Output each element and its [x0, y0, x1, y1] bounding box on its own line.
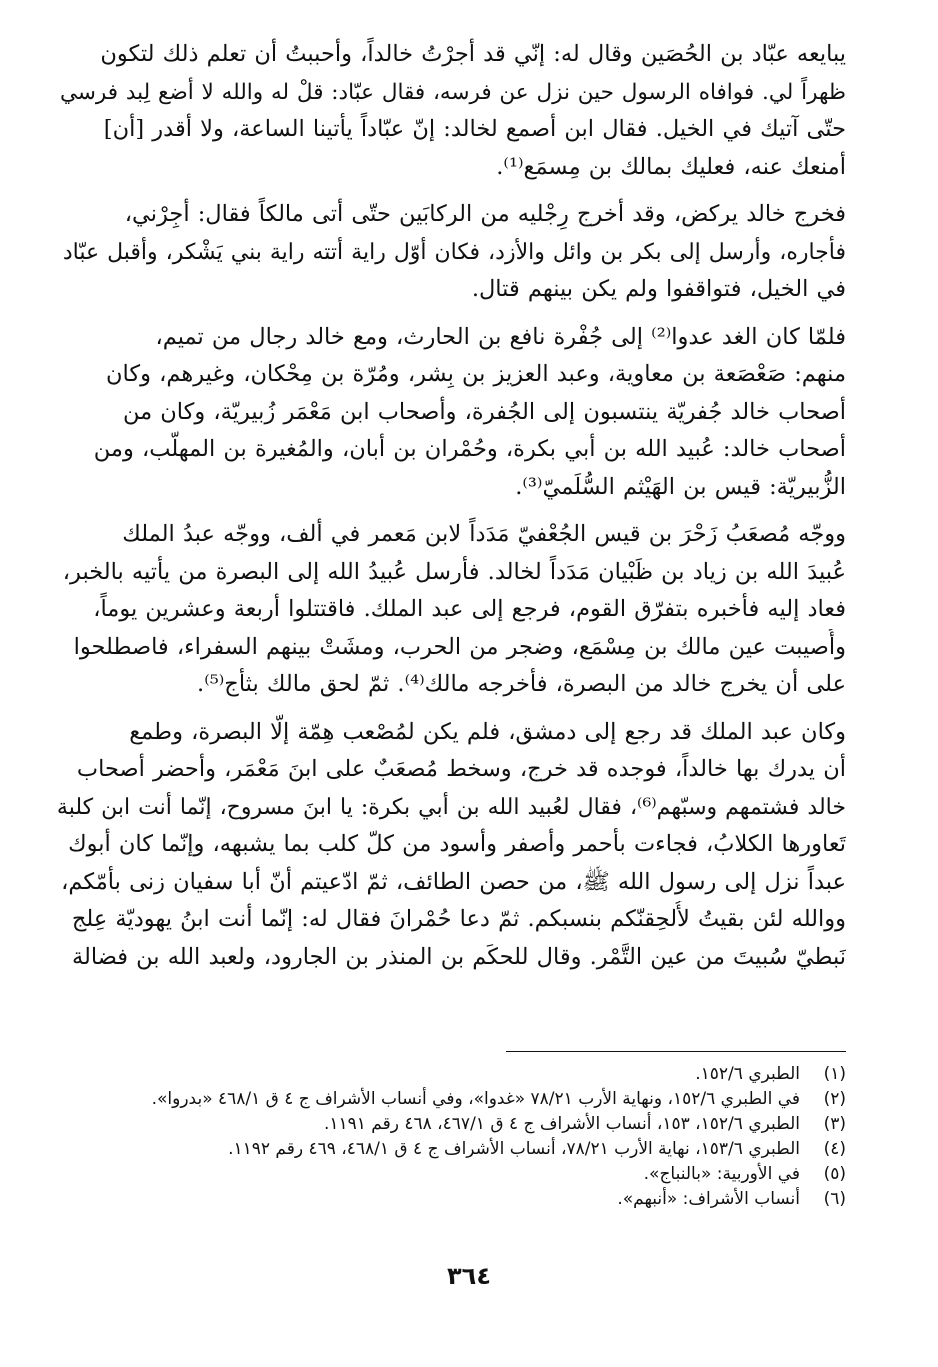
- text-line: وأُصيبت عين مالك بن مِسْمَع، وضجر من الحرب، ومشَتْ بينهم السفراء، فاصطلحوا: [73, 633, 846, 660]
- text-line: حتّى آتيك في الخيل. فقال ابن أصمع لخالد: إنّ عبّاداً يأتينا الساعة، ولا أقدر [أن]: [103, 116, 846, 142]
- text-line: وكان عبد الملك قد رجع إلى دمشق، فلم يكن لمُصْعب هِمّة إلّا البصرة، وطمع: [129, 718, 846, 745]
- footnote-separator: [506, 1051, 846, 1052]
- page-number: ٣٦٤: [447, 1262, 491, 1290]
- main-text: [48, 36, 846, 986]
- paragraph: [48, 319, 846, 507]
- text-line: أصحاب خالد: عُبيد الله بن أبي بكرة، وحُمْران بن أبان، والمُغيرة بن المهلّب، ومن: [93, 436, 846, 462]
- text-line: منهم: صَعْصَعة بن معاوية، وعبد العزيز بن بِشر، ومُرّة بن مِحْكان، وغيرهم، وكان: [106, 361, 846, 387]
- text-line: ووجّه مُصعَبُ زَحْرَ بن قيس الجُعْفيّ مَدَداً لابن مَعمر في ألف، ووجّه عبدُ الملك: [122, 521, 846, 547]
- text-line: عُبيدَ الله بن زياد بن ظَبْيان مَدَداً لخالد. فأرسل عُبيدُ الله إلى البصرة من يأتيه بالخبر،: [62, 558, 846, 585]
- footnotes: [60, 1062, 846, 1212]
- text-line: نَبطيّ سُبيتَ من عين التَّمْر. وقال للحكَم بن المنذر بن الجارود، ولعبد الله بن فضالة: [71, 943, 846, 970]
- text-line: فأجاره، وأرسل إلى بكر بن وائل والأزد، فكان أوّل راية أتته راية بني يَشْكر، وأقبل عبّاد: [62, 239, 846, 265]
- text-line: أن يدرك بها خالداً، فوجده قد خرج، وسخط مُصعَبٌ على ابنَ مَعْمَر، وأحضر أصحاب: [76, 756, 846, 782]
- footnote-number: (٦): [823, 1189, 846, 1209]
- text-line: يبايعه عبّاد بن الحُصَين وقال له: إنّي قد أجرْتُ خالداً، وأحببتُ أن تعلم ذلك لتكون: [100, 41, 846, 67]
- paragraph: [48, 516, 846, 704]
- text-line: فعاد إليه فأخبره بتفرّق القوم، فرجع إلى عبد الملك. فاقتتلوا أربعة وعشرين يوماً،: [93, 596, 846, 622]
- footnote: [60, 1062, 846, 1087]
- text-line: في الخيل، فتواقفوا ولم يكن بينهم قتال.: [471, 276, 846, 302]
- footnote-text: في الطبري ١٥٢/٦، ونهاية الأرب ٧٨/٢١ «غدوا»، وفي أنساب الأشراف ج ٤ ق ٤٦٨/١ «بدروا».: [151, 1089, 800, 1109]
- text-line: الزُّبيريّة: قيس بن الهَيْثم السُّلَميّ⁽³⁾.: [515, 473, 846, 500]
- text-line: فخرج خالد يركض، وقد أخرج رِجْليه من الركابَين حتّى أتى مالكاً فقال: أجِرْني،: [124, 201, 846, 227]
- footnote: [60, 1112, 846, 1137]
- text-line: عبداً نزل إلى رسول الله ﷺ، من حصن الطائف، ثمّ ادّعيتم أنّ أبا سفيان زنى بأمّكم،: [61, 868, 846, 895]
- text-line: خالد فشتمهم وسبّهم⁽⁶⁾، فقال لعُبيد الله بن أبي بكرة: يا ابنَ مسروح، إنّما أنت ابن كلبة: [56, 794, 846, 820]
- footnote: [60, 1162, 846, 1187]
- footnote-number: (١): [823, 1064, 846, 1084]
- text-line: أمنعك عنه، فعليك بمالك بن مِسمَع⁽¹⁾.: [496, 153, 846, 180]
- text-line: ظهراً لي. فوافاه الرسول حين نزل عن فرسه، فقال عبّاد: قلْ له والله لا أضع لِبد فرسي: [59, 79, 846, 105]
- footnote: [60, 1187, 846, 1212]
- footnote-number: (٣): [823, 1114, 846, 1134]
- footnote-number: (٤): [823, 1139, 846, 1159]
- paragraph: [48, 36, 846, 186]
- footnote-text: الطبري ١٥٢/٦.: [695, 1064, 800, 1084]
- paragraph: [48, 714, 846, 977]
- text-line: على أن يخرج خالد من البصرة، فأخرجه مالك⁽⁴⁾. ثمّ لحق مالك بثأج⁽⁵⁾.: [197, 671, 846, 697]
- footnote: [60, 1137, 846, 1162]
- footnote-text: الطبري ١٥٣/٦، نهاية الأرب ٧٨/٢١، أنساب الأشراف ج ٤ ق ٤٦٨/١، ٤٦٩ رقم ١١٩٢.: [228, 1139, 800, 1159]
- text-line: ووالله لئن بقيتُ لأُلحِقنّكم بنسبكم. ثمّ دعا حُمْرانَ فقال له: إنّما أنت ابنُ يهوديّة عِلج: [71, 906, 846, 932]
- text-line: تَعاورها الكلابُ، فجاءت بأحمر وأصفر وأسود من كلّ كلب بما يشبهه، وإنّما كان أبوك: [68, 831, 846, 857]
- footnote-number: (٥): [823, 1164, 846, 1184]
- footnote-text: أنساب الأشراف: «أنبهم».: [617, 1189, 800, 1209]
- footnote: [60, 1087, 846, 1112]
- text-line: أصحاب خالد جُفريّة ينتسبون إلى الجُفرة، وأصحاب ابن مَعْمَر زُبيريّة، وكان من: [122, 398, 846, 425]
- text-line: فلمّا كان الغد عدوا⁽²⁾ إلى جُفْرة نافع بن الحارث، ومع خالد رجال من تميم،: [155, 323, 846, 350]
- paragraph: [48, 196, 846, 309]
- footnote-number: (٢): [823, 1089, 846, 1109]
- footnote-text: الطبري ١٥٢/٦، ١٥٣، أنساب الأشراف ج ٤ ق ٤٦٧/١، ٤٦٨ رقم ١١٩١.: [323, 1114, 800, 1134]
- footnote-text: في الأوربية: «بالنباج».: [643, 1164, 800, 1184]
